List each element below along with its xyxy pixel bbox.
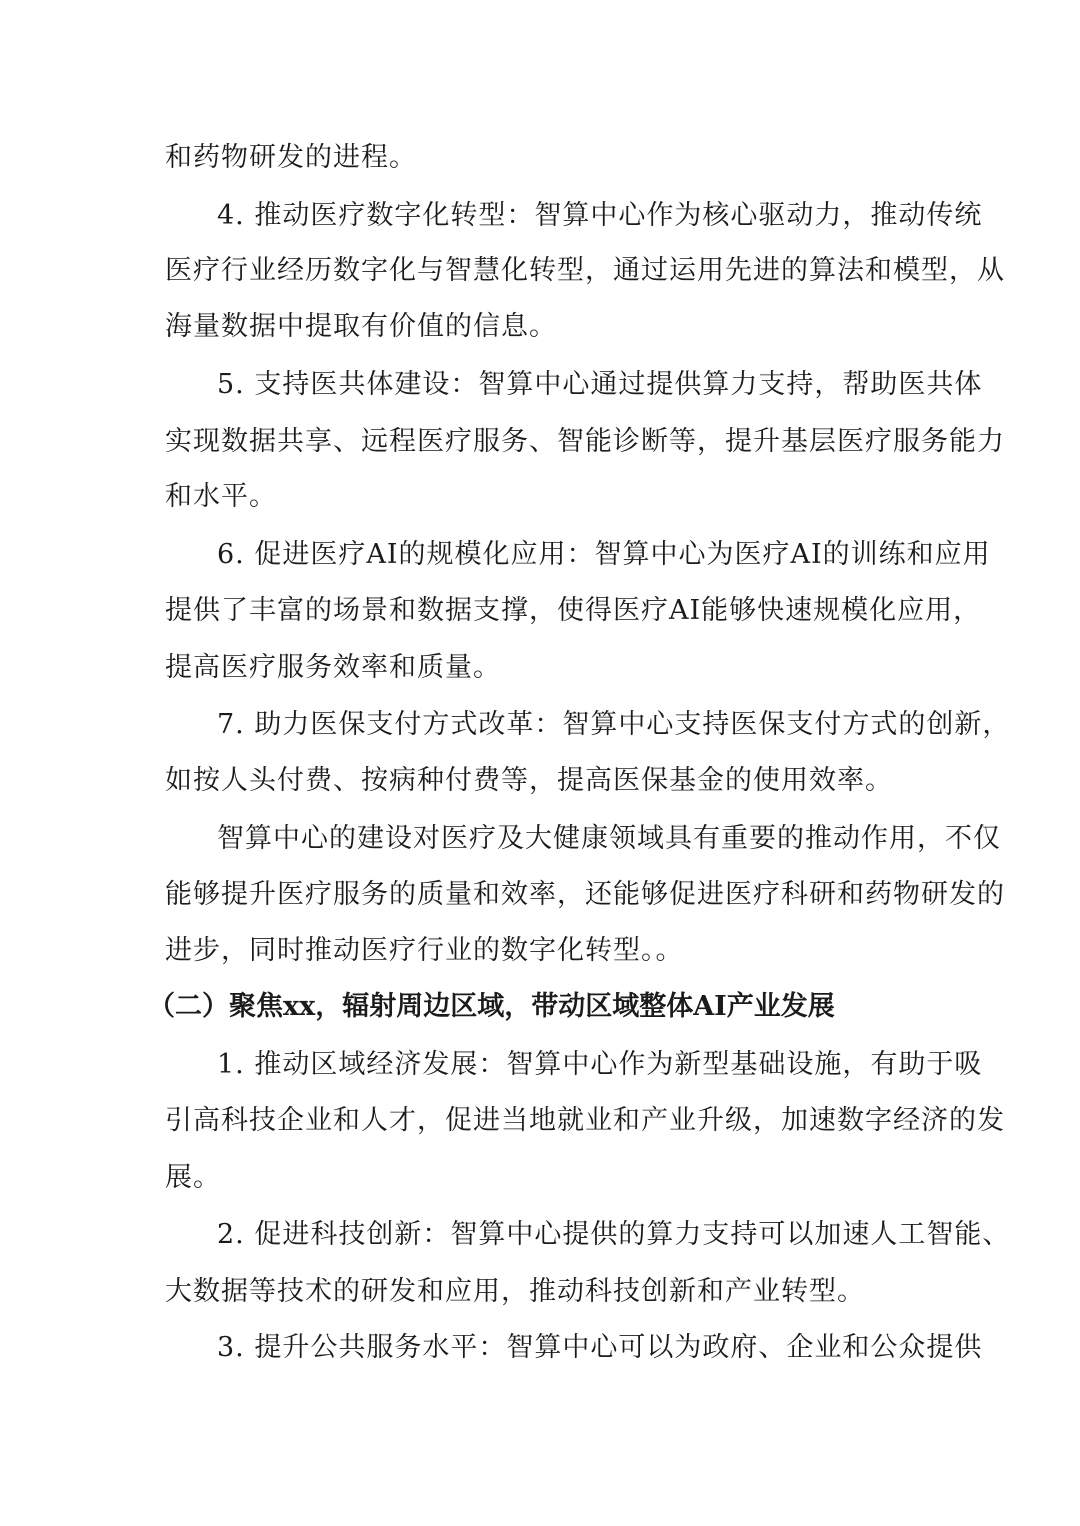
paragraph-line: 进步，同时推动医疗行业的数字化转型。。 [165,935,684,966]
paragraph-line: 和水平。 [165,481,277,512]
list-item-line: 1. 推动区域经济发展：智算中心作为新型基础设施，有助于吸 [217,1049,983,1080]
paragraph-line: 展。 [165,1162,221,1193]
paragraph-line: 智算中心的建设对医疗及大健康领域具有重要的推动作用，不仅 [217,823,1001,854]
list-item-line: 3. 提升公共服务水平：智算中心可以为政府、企业和公众提供 [217,1332,983,1363]
paragraph-line: 实现数据共享、远程医疗服务、智能诊断等，提升基层医疗服务能力 [165,426,1005,457]
list-item-line: 4. 推动医疗数字化转型：智算中心作为核心驱动力，推动传统 [217,200,983,231]
list-item-line: 2. 促进科技创新：智算中心提供的算力支持可以加速人工智能、 [217,1219,1011,1250]
paragraph-line: 提高医疗服务效率和质量。 [165,652,501,683]
paragraph-line: 大数据等技术的研发和应用，推动科技创新和产业转型。 [165,1276,865,1307]
paragraph-line: 引高科技企业和人才，促进当地就业和产业升级，加速数字经济的发 [165,1105,1005,1136]
paragraph-line: 如按人头付费、按病种付费等，提高医保基金的使用效率。 [165,765,893,796]
section-heading: （二）聚焦xx，辐射周边区域，带动区域整体AI产业发展 [148,991,835,1022]
list-item-line: 6. 促进医疗AI的规模化应用：智算中心为医疗AI的训练和应用 [217,539,991,570]
paragraph-line: 医疗行业经历数字化与智慧化转型，通过运用先进的算法和模型，从 [165,255,1005,286]
list-item-line: 7. 助力医保支付方式改革：智算中心支持医保支付方式的创新， [217,709,1011,740]
list-item-line: 5. 支持医共体建设：智算中心通过提供算力支持，帮助医共体 [217,369,983,400]
paragraph-line: 能够提升医疗服务的质量和效率，还能够促进医疗科研和药物研发的 [165,879,1005,910]
paragraph-line: 和药物研发的进程。 [165,142,417,173]
paragraph-line: 提供了丰富的场景和数据支撑，使得医疗AI能够快速规模化应用， [165,595,982,626]
paragraph-line: 海量数据中提取有价值的信息。 [165,311,557,342]
